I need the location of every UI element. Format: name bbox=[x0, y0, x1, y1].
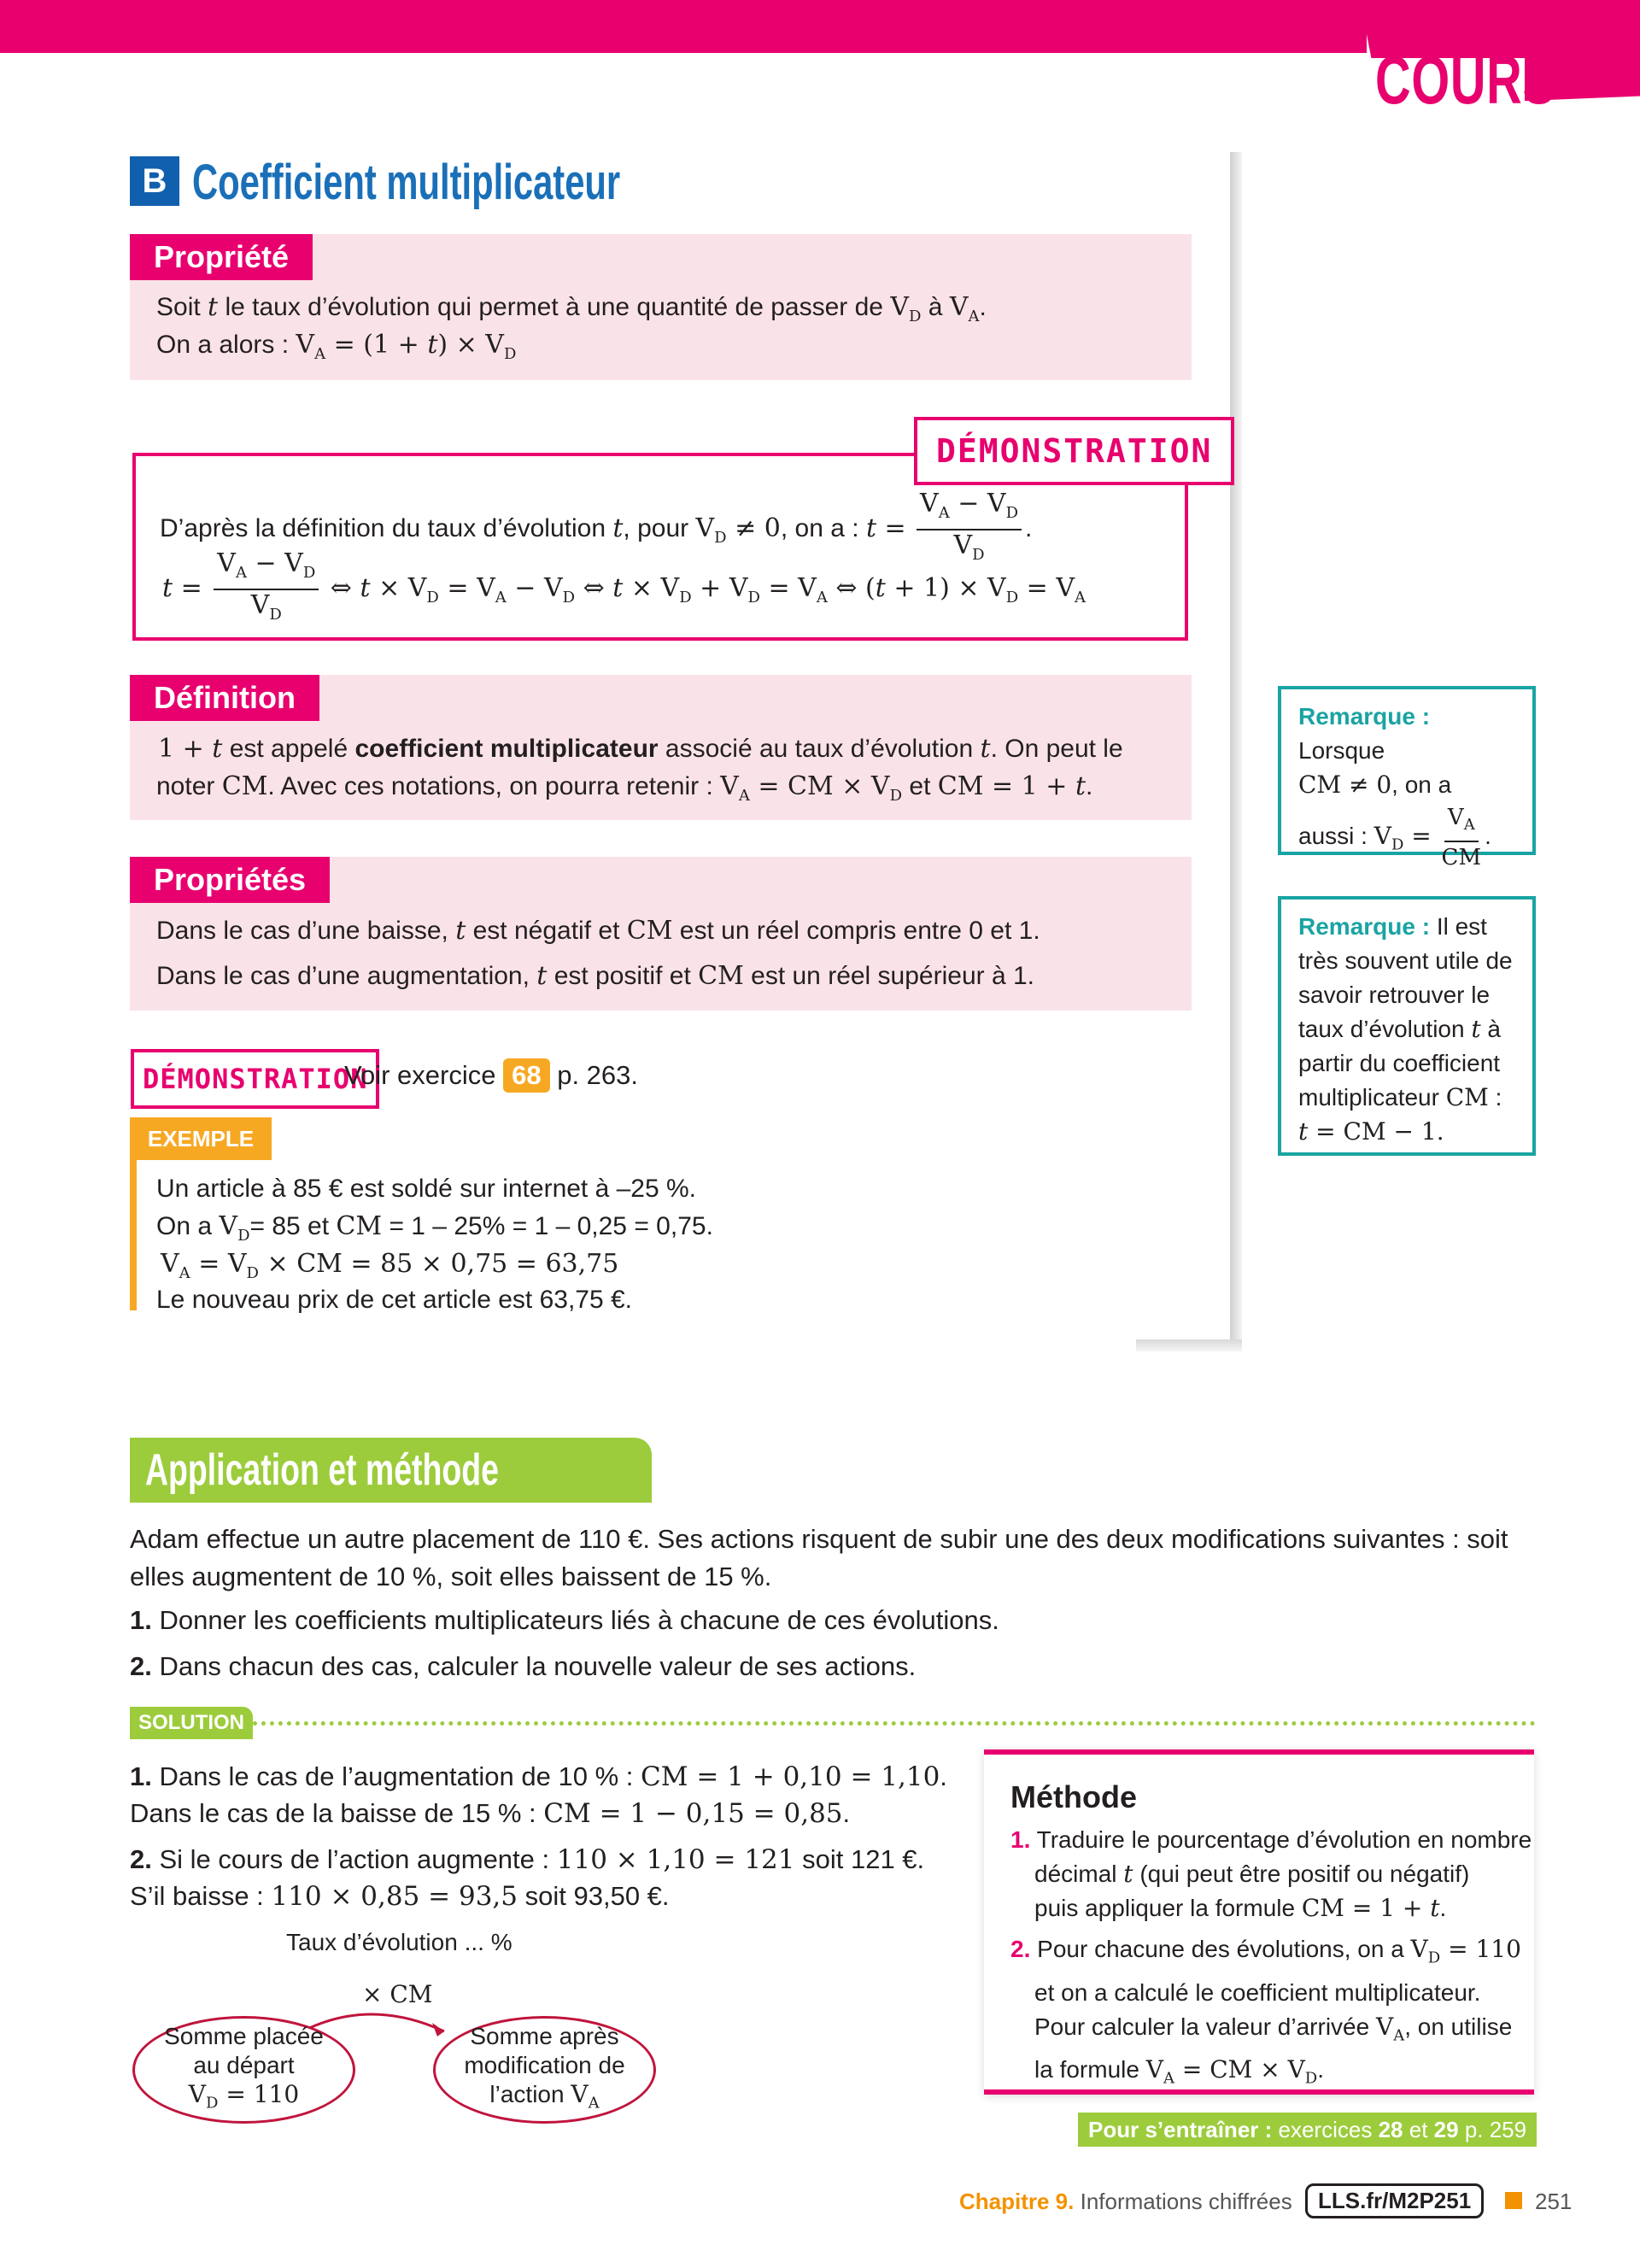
demonstration-line-2: t = $\frac{V_A - V_D}{V_D}$ ⇔ $t \times V_D = V_A - V_D$ ⇔ $t \times V_D + V_D = V_A$ ⇔ $(t + 1) \times V_D = V_A$ bbox=[162, 548, 1086, 624]
page-number: 251 bbox=[1535, 2189, 1573, 2214]
diagram-top-label: Taux d’évolution ... % bbox=[286, 1929, 512, 1955]
demonstration-ref-text: Voir exercice 68 p. 263. bbox=[344, 1057, 638, 1094]
footer-square bbox=[1505, 2192, 1522, 2209]
exemple-line-4: Le nouveau prix de cet article est 63,75 €. bbox=[156, 1286, 633, 1314]
propriete-tag: Propriété bbox=[130, 234, 313, 280]
application-tag: Application et méthode bbox=[130, 1438, 652, 1503]
demonstration-ref-tag: DÉMONSTRATION bbox=[131, 1049, 379, 1109]
diagram-start-node: Somme placée au départ $V_D = 110$ bbox=[132, 2016, 355, 2124]
column-shadow-bottom bbox=[1136, 1339, 1242, 1351]
exemple-line-1: Un article à 85 € est soldé sur internet à –25 %. bbox=[156, 1175, 697, 1203]
solution-tag: SOLUTION bbox=[130, 1707, 253, 1739]
remarque-box-2: Remarque : Il est très souvent utile de savoir retrouver le taux d’évolution t à partir du coefficient multiplicateur CM : t = CM − 1. bbox=[1278, 896, 1536, 1156]
footer-link[interactable]: LLS.fr/M2P251 bbox=[1305, 2183, 1484, 2218]
application-intro-2: elles augmentent de 10 %, soit elles baissent de 15 %. bbox=[130, 1562, 772, 1591]
proprietes-line-2: Dans le cas d’une augmentation, t est positif et CM est un réel supérieur à 1. bbox=[156, 961, 1035, 991]
column-shadow bbox=[1230, 152, 1242, 1348]
section-letter: B bbox=[130, 156, 179, 206]
exercise-badge[interactable]: 68 bbox=[503, 1058, 549, 1093]
methode-title: Méthode bbox=[1010, 1779, 1137, 1814]
definition-tag: Définition bbox=[130, 675, 319, 721]
solution-divider bbox=[253, 1721, 1536, 1726]
proprietes-tag: Propriétés bbox=[130, 857, 330, 903]
footer-chapter: Chapitre 9. Informations chiffrées bbox=[959, 2189, 1292, 2214]
definition-line-2: noter CM. Avec ces notations, on pourra retenir : $V_A$ = CM × $V_D$ et CM = 1 + t. bbox=[156, 771, 1093, 805]
application-intro-1: Adam effectue un autre placement de 110 €. Ses actions risquent de subir une des deux modifications suivantes : soit bbox=[130, 1524, 1508, 1554]
solution-1b: Dans le cas de la baisse de 15 % : CM = 1 − 0,15 = 0,85. bbox=[130, 1798, 851, 1829]
remarque-box-1: Remarque : Lorsque CM ≠ 0, on a aussi : $V_D$ = $\frac{V_A}{CM}$ . bbox=[1278, 686, 1536, 855]
question-1: 1. Donner les coefficients multiplicateurs liés à chacune de ces évolutions. bbox=[130, 1605, 999, 1635]
cours-label: COURS bbox=[1375, 42, 1556, 118]
exemple-line-2: On a $V_D= 85$ et CM = 1 – 25% = 1 – 0,25 = 0,75. bbox=[156, 1211, 713, 1245]
top-banner bbox=[0, 0, 1367, 53]
diagram-end-node: Somme après modification de l’action $V_A$ bbox=[433, 2016, 656, 2124]
section-title: Coefficient multiplicateur bbox=[192, 155, 621, 210]
methode-point-2: 2. Pour chacune des évolutions, on a $V_D = 110$ et on a calculé le coefficient multiplicateur. Pour calculer la valeur d’arrivée $V_A$, on utilise la formule $V_A$ = CM × $V_D$. bbox=[1010, 1935, 1521, 2088]
demonstration-tag: DÉMONSTRATION bbox=[914, 417, 1234, 485]
practice-link[interactable]: Pour s’entraîner : exercices 28 et 29 p. 259 bbox=[1078, 2113, 1537, 2147]
definition-line-1: 1 + t est appelé coefficient multiplicateur associé au taux d’évolution t. On peut le bbox=[158, 734, 1123, 764]
demonstration-line-1: D’après la définition du taux d’évolution t, pour $V_D \ne 0$, on a : t = $\frac{V_A - V_D}{V_D}$ . bbox=[160, 489, 1033, 564]
methode-point-1: 1. Traduire le pourcentage d’évolution en nombre décimal t (qui peut être positif ou négatif) puis appliquer la formule CM = 1 + t. bbox=[1010, 1826, 1532, 1922]
exemple-line-3: $V_A = V_D$ × CM = 85 × 0,75 = 63,75 bbox=[161, 1249, 619, 1282]
solution-2a: 2. Si le cours de l’action augmente : 110 × 1,10 = 121 soit 121 €. bbox=[130, 1844, 925, 1875]
solution-1a: 1. Dans le cas de l’augmentation de 10 % : CM = 1 + 0,10 = 1,10. bbox=[130, 1761, 947, 1792]
question-2: 2. Dans chacun des cas, calculer la nouvelle valeur de ses actions. bbox=[130, 1651, 917, 1681]
propriete-line-1: Soit t le taux d’évolution qui permet à une quantité de passer de $V_D$ à $V_A$. bbox=[156, 292, 987, 325]
proprietes-line-1: Dans le cas d’une baisse, t est négatif et CM est un réel compris entre 0 et 1. bbox=[156, 916, 1040, 946]
exemple-tag: EXEMPLE bbox=[130, 1117, 272, 1160]
diagram-arrow-label: × CM bbox=[362, 1980, 433, 2008]
propriete-line-2: On a alors : $V_A = (1 + t) \times V_D$ bbox=[156, 330, 517, 363]
solution-2b: S’il baisse : 110 × 0,85 = 93,5 soit 93,50 €. bbox=[130, 1881, 670, 1912]
